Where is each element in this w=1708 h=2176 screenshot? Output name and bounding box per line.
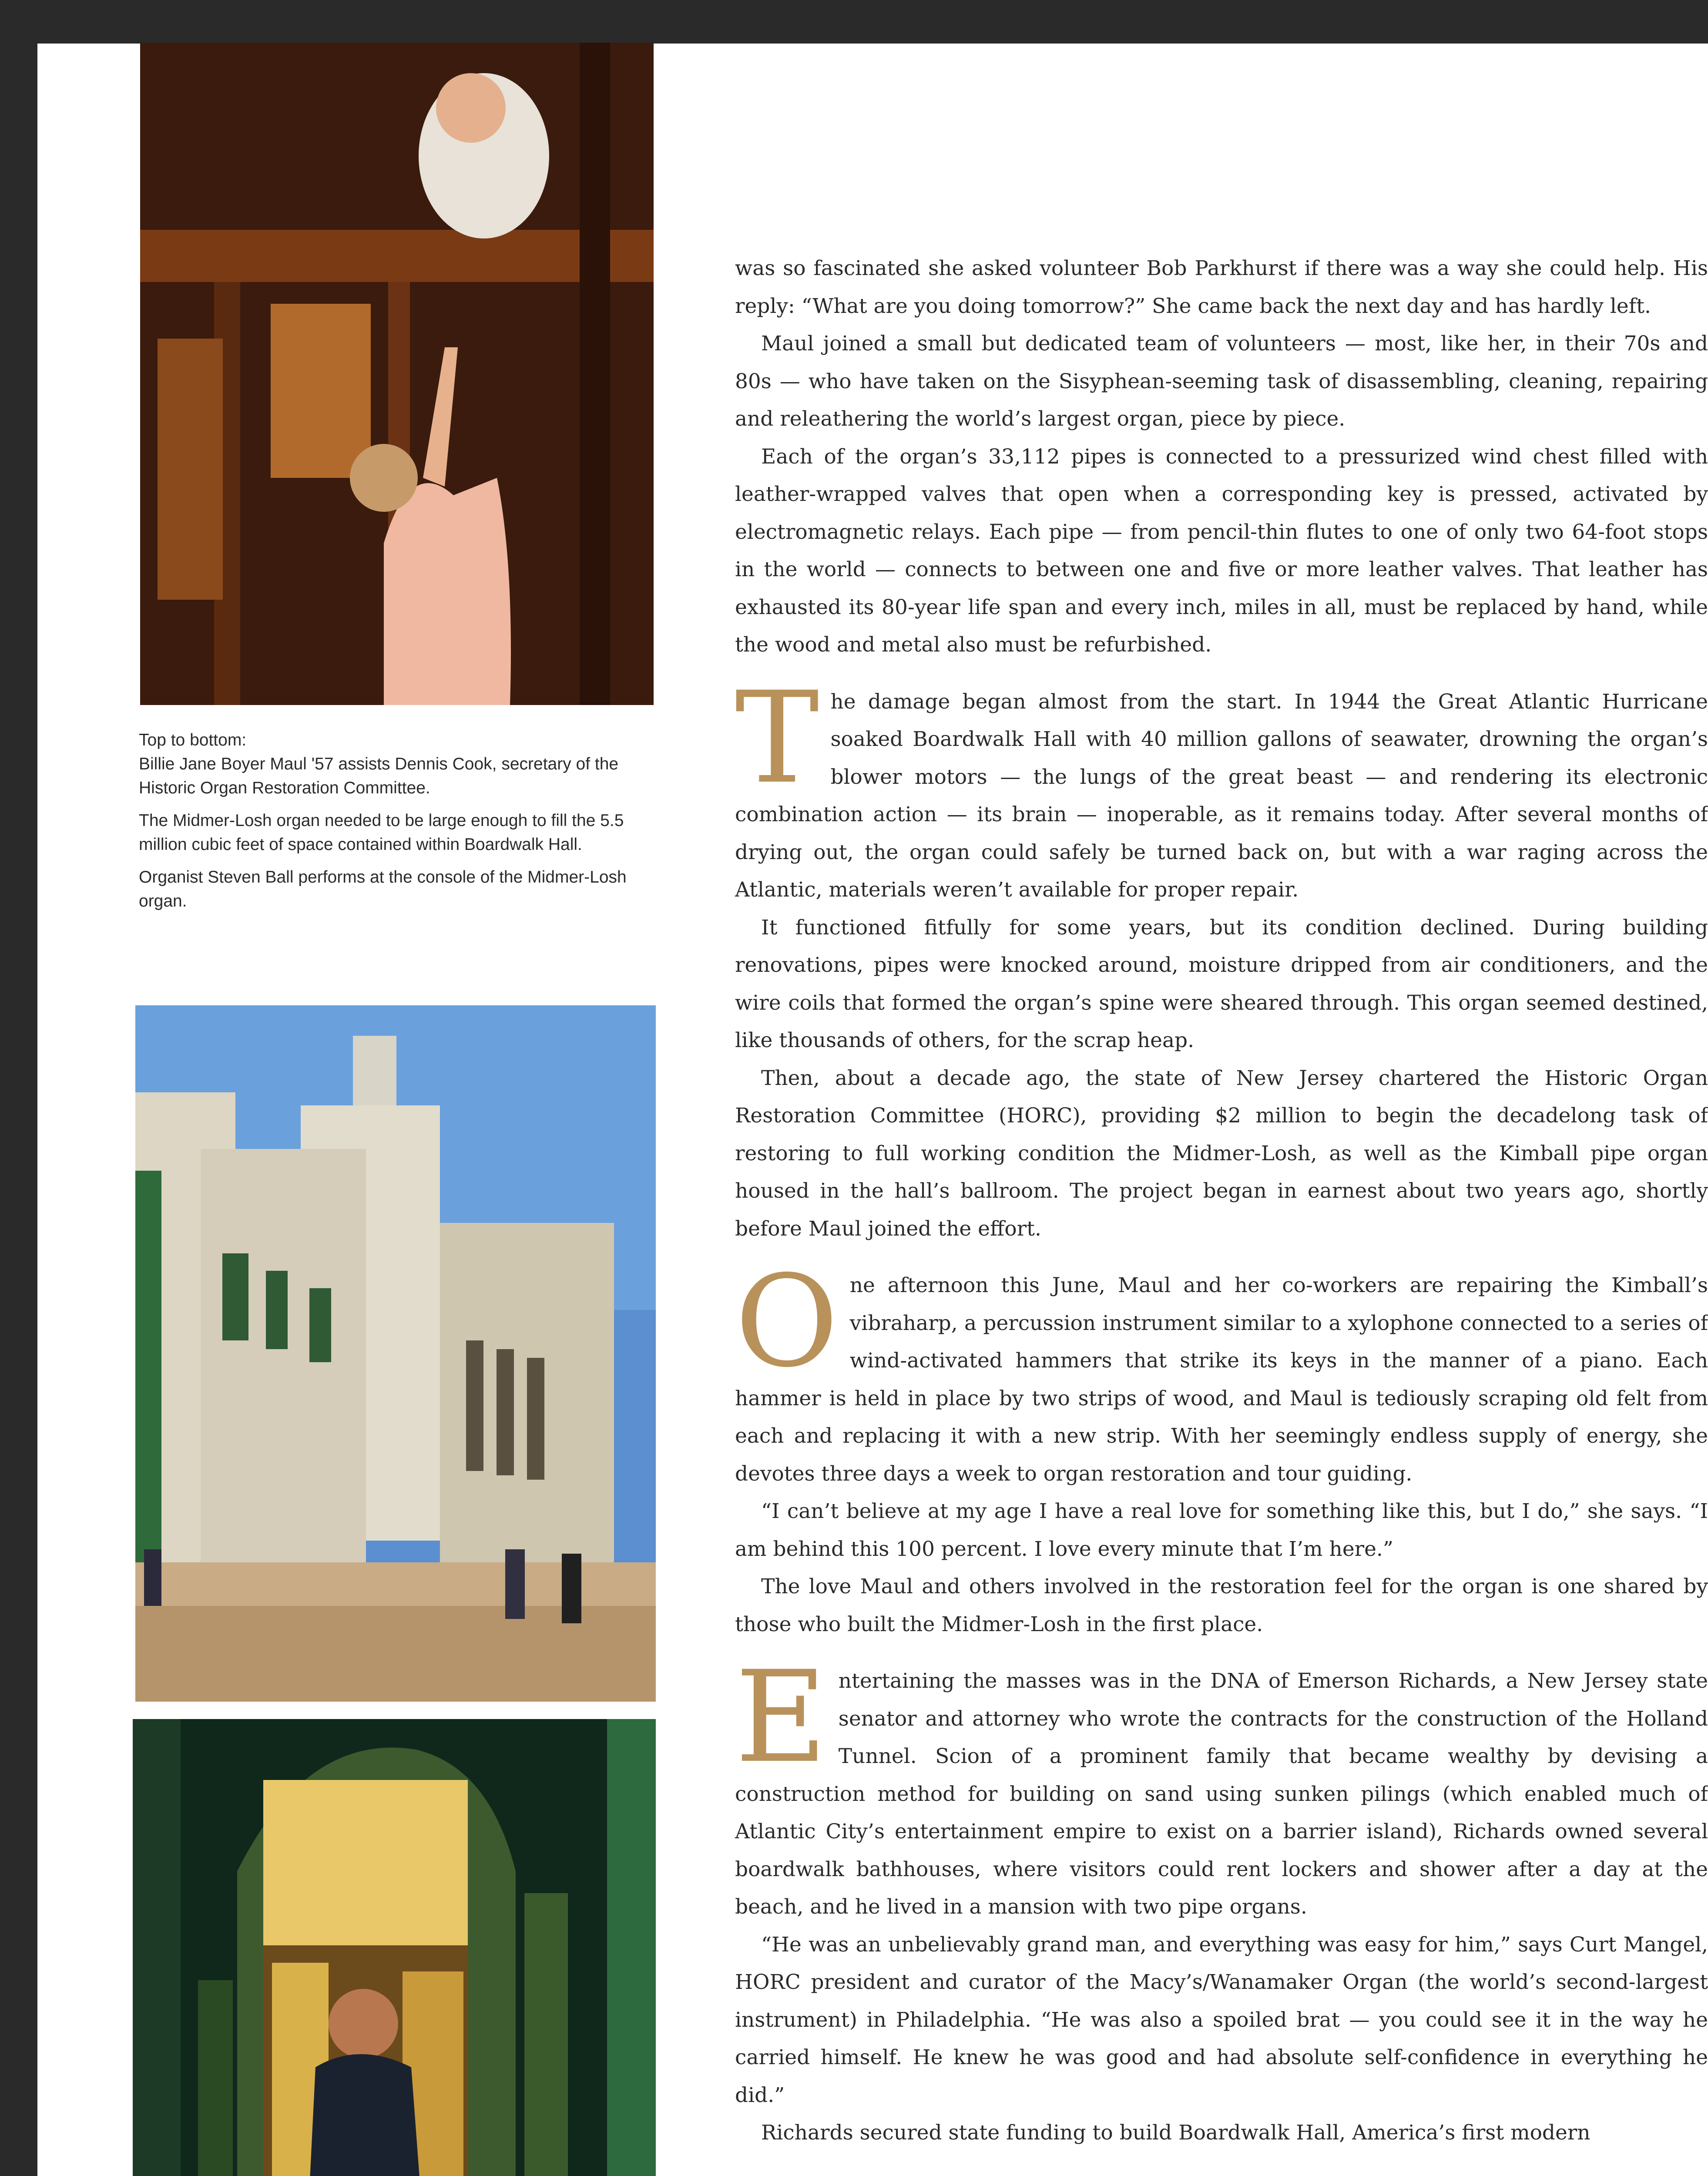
organ-console-illustration	[133, 1719, 656, 2176]
article-paragraph: “He was an unbelievably grand man, and everything was easy for him,” says Curt Mangel, HORC president and curator of the Macy’s/Wanamaker Organ (the world’s second-largest instrument) in Philadelphia. “He was also a spoiled brat — you could see it in the way he carried himself. He knew he was good and had absolute self-confidence in everything he did.”	[735, 1932, 1708, 2107]
photo-organ-console	[133, 1719, 656, 2176]
drop-cap: E	[735, 1644, 827, 1791]
drop-cap: O	[735, 1249, 839, 1395]
article-paragraph-text: he damage began almost from the start. In 1944 the Great Atlantic Hurricane soaked Boardwalk Hall with 40 million gallons of seawater, drowning the organ’s blower motors — the lungs of the great beast — and rendering its electronic combination action — its brain — inoperable, as it remains today. After several months of drying out, the organ could safely be turned back on, but with a war raging across the Atlantic, materials weren’t available for proper repair.	[735, 689, 1708, 902]
caption-item: Organist Steven Ball performs at the console of the Midmer-Losh organ.	[139, 868, 627, 910]
photo-column	[37, 44, 655, 2176]
caption-heading: Top to bottom:	[139, 731, 247, 749]
article-section-start	[735, 1644, 1708, 1926]
photo-organ-restoration	[140, 43, 654, 705]
article-paragraph: It functioned fitfully for some years, but its condition declined. During building renovations, pipes were knocked around, moisture dripped from air conditioners, and the wire coils that formed the organ’s spine were sheared through. This organ seemed destined, like thousands of others, for the scrap heap.	[735, 915, 1708, 1052]
article-paragraph: Richards secured state funding to build Boardwalk Hall, America’s first modern	[761, 2121, 1591, 2145]
drop-cap: T	[735, 665, 819, 812]
article-body	[735, 250, 1708, 2152]
article-paragraph-text: ntertaining the masses was in the DNA of Emerson Richards, a New Jersey state senator and attorney who wrote the contracts for the construction of the Holland Tunnel. Scion of a prominent family that became wealthy by devising a construction method for building on sand using sunken pilings (which enabled much of Atlantic City’s entertainment empire to exist on a barrier island), Richards owned several boardwalk bathhouses, where visitors could rent lockers and shower after a day at the beach, and he lived in a mansion with two pipe organs.	[735, 1669, 1708, 1919]
photo-boardwalk-hall	[135, 1005, 656, 1702]
article-paragraph: Each of the organ’s 33,112 pipes is connected to a pressurized wind chest filled with leather-wrapped valves that open when a corresponding key is pressed, activated by electromagnetic relays. Each pipe — from pencil-thin flutes to one of only two 64-foot stops in the world — connects to between one and five or more leather valves. That leather has exhausted its 80-year life span and every inch, miles in all, must be replaced by hand, while the wood and metal also must be refurbished.	[735, 444, 1708, 657]
caption-item: The Midmer-Losh organ needed to be large enough to fill the 5.5 million cubic feet of space contained within Boardwalk Hall.	[139, 811, 624, 854]
article-paragraph: The love Maul and others involved in the restoration feel for the organ is one shared by those who built the Midmer-Losh in the first place.	[735, 1575, 1708, 1636]
article-section-start	[735, 1249, 1708, 1493]
boardwalk-hall-illustration	[135, 1005, 656, 1702]
article-paragraph-text: ne afternoon this June, Maul and her co-workers are repairing the Kimball’s vibraharp, a percussion instrument similar to a xylophone connected to a series of wind-activated hammers that strike its keys in the manner of a piano. Each hammer is held in place by two strips of wood, and Maul is tediously scraping old felt from each and replacing it with a new strip. With her seemingly endless supply of energy, she devotes three days a week to organ restoration and tour guiding.	[735, 1273, 1708, 1486]
article-paragraph: “I can’t believe at my age I have a real love for something like this, but I do,” she says. “I am behind this 100 percent. I love every minute that I’m here.”	[735, 1499, 1708, 1561]
article-paragraph: was so fascinated she asked volunteer Bob Parkhurst if there was a way she could help. His reply: “What are you doing tomorrow?” She came back the next day and has hardly left.	[735, 256, 1708, 318]
article-paragraph: Then, about a decade ago, the state of New Jersey chartered the Historic Organ Restoration Committee (HORC), providing $2 million to begin the decadelong task of restoring to full working condition the Midmer-Losh, as well as the Kimball pipe organ housed in the hall’s ballroom. The project began in earnest about two years ago, shortly before Maul joined the effort.	[735, 1066, 1708, 1241]
article-section-start	[735, 665, 1708, 909]
photo-captions	[139, 728, 652, 922]
organ-interior-illustration	[140, 43, 654, 705]
article-paragraph: Maul joined a small but dedicated team of volunteers — most, like her, in their 70s and 80s — who have taken on the Sisyphean-seeming task of disassembling, cleaning, repairing and releathering the world’s largest organ, piece by piece.	[735, 332, 1708, 431]
caption-item: Billie Jane Boyer Maul '57 assists Dennis Cook, secretary of the Historic Organ Restoration Committee.	[139, 755, 619, 797]
magazine-page	[37, 44, 1708, 2176]
